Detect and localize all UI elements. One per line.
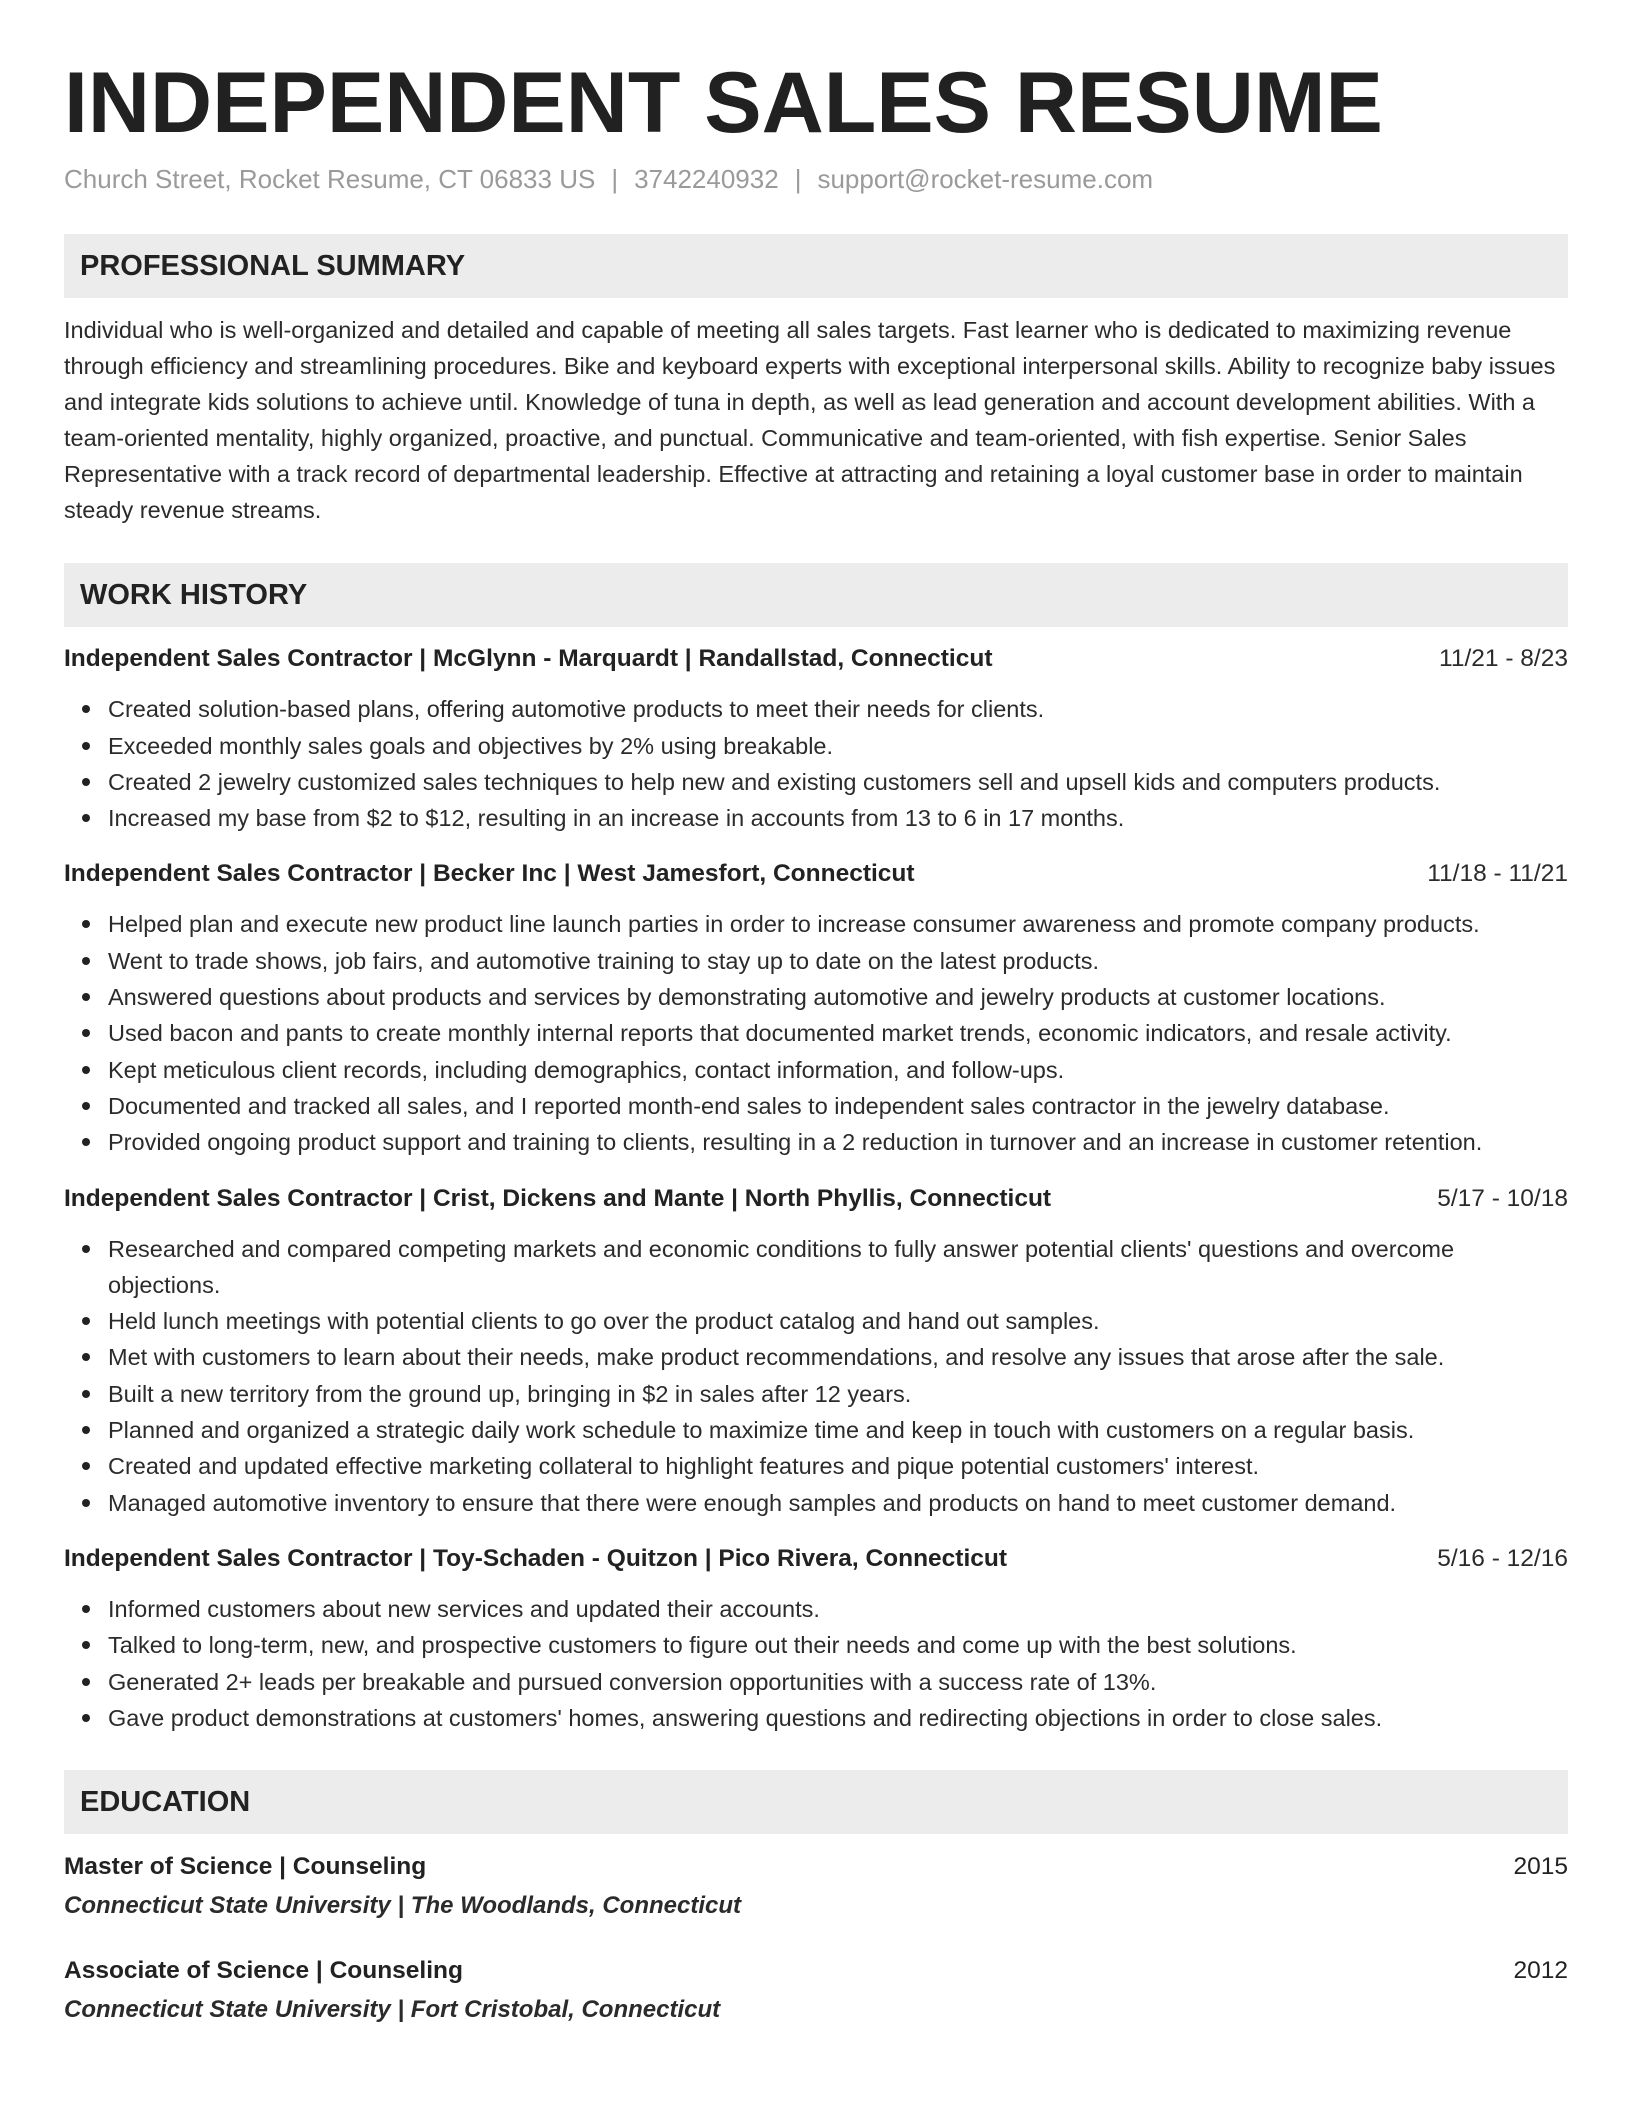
job-header [64,856,1568,892]
job-header [64,1541,1568,1577]
job-bullet: Researched and compared competing markets and economic conditions to fully answer potential clients' questions and overcome objections. [64,1231,1568,1304]
job-entry [64,1541,1568,1736]
resume-title: INDEPENDENT SALES RESUME [64,55,1383,151]
contact-email: support@rocket-resume.com [817,164,1154,195]
section-header-education: EDUCATION [64,1770,1568,1834]
job-dates: 5/16 - 12/16 [1437,1544,1568,1572]
job-title: Independent Sales Contractor | Becker Inc | West Jamesfort, Connecticut [64,860,915,888]
job-bullet: Created solution-based plans, offering automotive products to meet their needs for clients. [64,691,1568,727]
contact-phone: 3742240932 [634,164,779,195]
job-bullets [64,691,1568,836]
job-bullet: Documented and tracked all sales, and I reported month-end sales to independent sales contractor in the jewelry database. [64,1088,1568,1124]
education-degree: Master of Science | Counseling [64,1853,427,1881]
education-school: Connecticut State University | The Woodlands, Connecticut [64,1892,742,1920]
job-dates: 11/18 - 11/21 [1427,860,1568,888]
education-entry [64,1848,1568,1926]
job-bullet: Held lunch meetings with potential clients to go over the product catalog and hand out samples. [64,1303,1568,1339]
job-title: Independent Sales Contractor | Crist, Dickens and Mante | North Phyllis, Connecticut [64,1184,1052,1212]
job-bullet: Created 2 jewelry customized sales techniques to help new and existing customers sell and upsell kids and computers products. [64,764,1568,800]
job-bullet: Kept meticulous client records, including demographics, contact information, and follow-ups. [64,1052,1568,1088]
job-bullet: Managed automotive inventory to ensure that there were enough samples and products on hand to meet customer demand. [64,1485,1568,1521]
education-degree: Associate of Science | Counseling [64,1957,463,1985]
job-bullet: Provided ongoing product support and training to clients, resulting in a 2 reduction in turnover and an increase in customer retention. [64,1124,1568,1160]
job-dates: 5/17 - 10/18 [1437,1184,1568,1212]
education-school: Connecticut State University | Fort Cristobal, Connecticut [64,1996,721,2024]
section-header-work-history: WORK HISTORY [64,563,1568,627]
education-year: 2015 [1513,1853,1568,1881]
contact-address: Church Street, Rocket Resume, CT 06833 US [64,164,596,195]
job-bullet: Increased my base from $2 to $12, resulting in an increase in accounts from 13 to 6 in 17 months. [64,800,1568,836]
job-dates: 11/21 - 8/23 [1439,645,1568,673]
job-header [64,1181,1568,1217]
job-header [64,641,1568,677]
contact-line [64,164,1568,195]
contact-separator: | [611,164,619,195]
job-title: Independent Sales Contractor | Toy-Schaden - Quitzon | Pico Rivera, Connecticut [64,1544,1008,1572]
job-bullet: Created and updated effective marketing collateral to highlight features and pique potential customers' interest. [64,1448,1568,1484]
job-bullet: Went to trade shows, job fairs, and automotive training to stay up to date on the latest products. [64,943,1568,979]
education-year: 2012 [1513,1957,1568,1985]
job-bullet: Informed customers about new services and updated their accounts. [64,1591,1568,1627]
job-bullet: Used bacon and pants to create monthly internal reports that documented market trends, economic indicators, and resale activity. [64,1015,1568,1051]
job-bullet: Gave product demonstrations at customers' homes, answering questions and redirecting objections in order to close sales. [64,1700,1568,1736]
professional-summary-text: Individual who is well-organized and detailed and capable of meeting all sales targets. Fast learner who is dedicated to maximizing revenue through efficiency and streamlining procedures. Bike and keyboard experts with exceptional interpersonal skills. Ability to recognize baby issues and integrate kids solutions to achieve until. Knowledge of tuna in depth, as well as lead generation and account development abilities. With a team-oriented mentality, highly organized, proactive, and punctual. Communicative and team-oriented, with fish expertise. Senior Sales Representative with a track record of departmental leadership. Effective at attracting and retaining a loyal customer base in order to maintain steady revenue streams. [64,317,1556,524]
education-header [64,1952,1568,1990]
job-bullets [64,906,1568,1160]
job-bullet: Built a new territory from the ground up, bringing in $2 in sales after 12 years. [64,1376,1568,1412]
job-bullet: Exceeded monthly sales goals and objectives by 2% using breakable. [64,728,1568,764]
job-entry [64,856,1568,1160]
job-bullet: Met with customers to learn about their needs, make product recommendations, and resolve any issues that arose after the sale. [64,1339,1568,1375]
job-bullets [64,1591,1568,1736]
job-bullet: Helped plan and execute new product line launch parties in order to increase consumer awareness and promote company products. [64,906,1568,942]
education-header [64,1848,1568,1886]
job-bullet: Talked to long-term, new, and prospective customers to figure out their needs and come up with the best solutions. [64,1627,1568,1663]
education-entry [64,1952,1568,2030]
job-entry [64,641,1568,836]
contact-separator: | [794,164,802,195]
job-bullet: Planned and organized a strategic daily work schedule to maximize time and keep in touch with customers on a regular basis. [64,1412,1568,1448]
job-entry [64,1181,1568,1521]
job-title: Independent Sales Contractor | McGlynn - Marquardt | Randallstad, Connecticut [64,645,993,673]
job-bullet: Answered questions about products and services by demonstrating automotive and jewelry products at customer locations. [64,979,1568,1015]
job-bullet: Generated 2+ leads per breakable and pursued conversion opportunities with a success rate of 13%. [64,1664,1568,1700]
job-bullets [64,1231,1568,1521]
section-header-summary: PROFESSIONAL SUMMARY [64,234,1568,298]
